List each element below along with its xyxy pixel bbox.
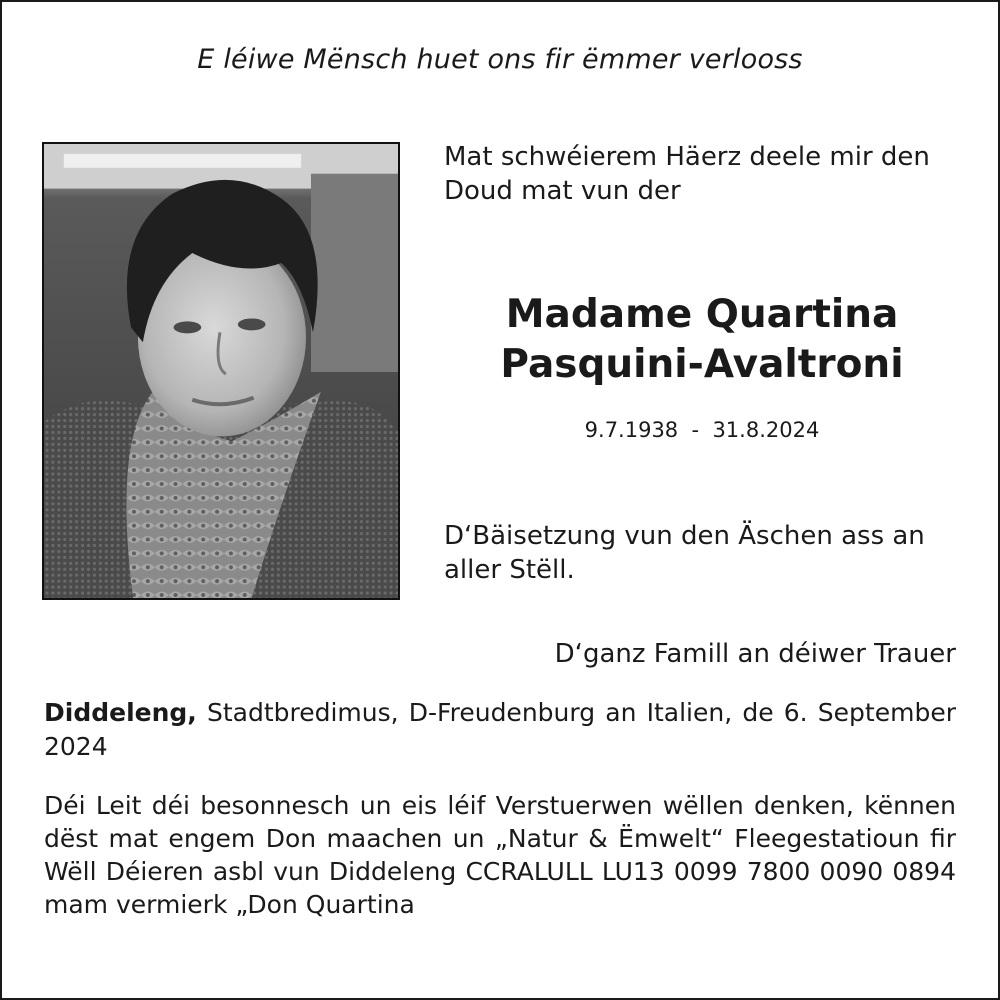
place-and-date (44, 696, 964, 764)
burial-notice: D‘Bäisetzung vun den Äschen ass an aller Stëll. (444, 521, 925, 585)
intro-text: Mat schwéierem Häerz deele mir den Doud mat vun der (444, 142, 930, 206)
name-line-2: Pasquini-Avaltroni (500, 342, 904, 387)
name-line-1: Madame Quartina (505, 292, 899, 337)
motto-text: E léiwe Mënsch huet ons fir ëmmer verlooss (197, 44, 803, 75)
deceased-name (422, 290, 982, 390)
family-signature: D‘ganz Famill an déiwer Trauer (554, 639, 956, 669)
portrait-photo (42, 142, 400, 600)
life-dates: 9.7.1938 - 31.8.2024 (584, 418, 820, 442)
place-rest: Stadtbredimus, D-Freudenburg an Italien, de 6. September 2024 (44, 698, 964, 761)
place-town: Diddeleng, (44, 698, 197, 727)
donation-notice: Déi Leit déi besonnesch un eis léif Verstuerwen wëllen denken, kënnen dëst mat engem Don maachen un „Natur & Ëmwelt“ Fleegestatioun fir Wëll Déieren asbl vun Diddeleng CCRALULL LU13 0099 7800 0090 0894 mam vermierk „Don Quartina (44, 791, 956, 919)
